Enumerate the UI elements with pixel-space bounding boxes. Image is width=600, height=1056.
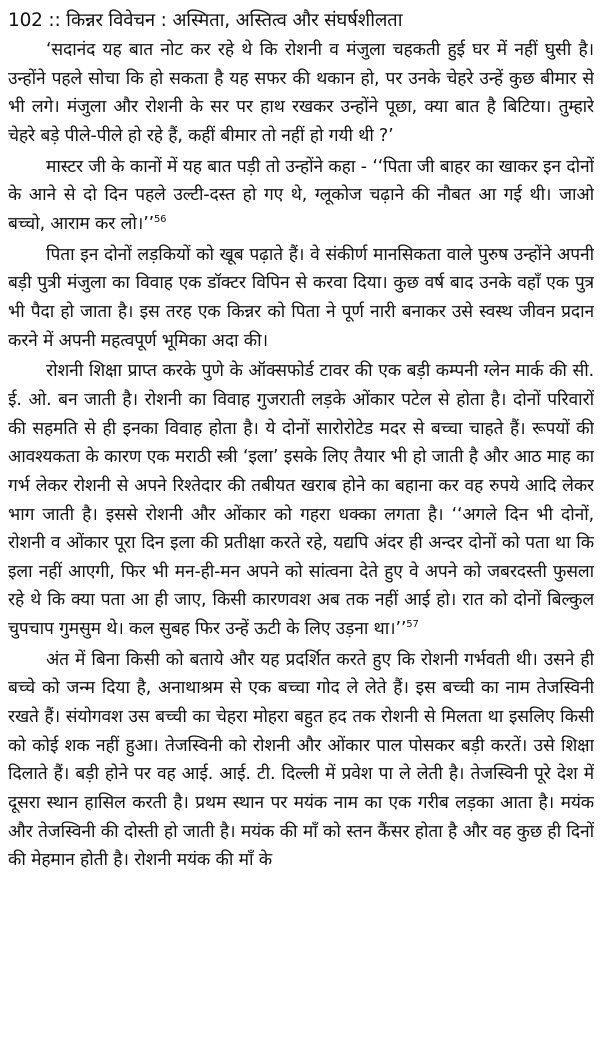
paragraph-text: रोशनी शिक्षा प्राप्त करके पुणे के ऑक्सफोर्ड टावर की एक बड़ी कम्पनी ग्लेन मार्क की सी. ई. ओ. बन जाती है। रोशनी का विवाह गुजराती लड़के ओंकार पटेल से होता है। दोनों परिवारों की सहमति से ही इनका विवाह होता है। ये दोनों सारोरोटेड मदर से बच्चा चाहते हैं। रूपयों की आवश्यकता के कारण एक मराठी स्त्री ‘इला’ इसके लिए तैयार भी हो जाती है और आठ माह का गर्भ लेकर रोशनी से अपने रिश्तेदार की तबीयत खराब होने का बहाना कर वह रुपये आदि लेकर भाग जाती है। इससे रोशनी और ओंकार को गहरा धक्का लगता है। ‘‘अगले दिन भी दोनों, रोशनी व ओंकार पूरा दिन इला की प्रतीक्षा करते रहे, यद्यपि अंदर ही अन्दर दोनों को पता था कि इला नहीं आएगी, फिर भी मन-ही-मन अपने को सांत्वना देते हुए वे अपने को जबरदस्ती फुसला रहे थे कि क्या पता आ ही जाए, किसी कारणवश अब तक नहीं आई हो। रात को दोनों बिल्कुल चुपचाप गुमसुम थे। कल सुबह फिर उन्हें ऊटी के लिए उड़ना था।’’ (8, 361, 594, 640)
paragraph (8, 357, 594, 644)
footnote-marker: 56 (153, 214, 167, 226)
paragraph (8, 646, 594, 875)
running-header (8, 6, 594, 36)
paragraph-text: ‘सदानंद यह बात नोट कर रहे थे कि रोशनी व मंजुला चहकती हुई घर में नहीं घुसी है। उन्होंने पहले सोचा कि हो सकता है यह सफर की थकान हो, पर उनके चेहरे उन्हें कुछ बीमार से भी लगे। मंजुला और रोशनी के सर पर हाथ रखकर उन्होंने पूछा, क्या बात है बिटिया। तुम्हारे चेहरे बड़े पीले-पीले हो रहे हैं, कहीं बीमार तो नहीं हो गयी थी ?’ (8, 40, 594, 146)
header-separator: :: (48, 10, 61, 31)
body-text (8, 36, 594, 875)
page-number: 102 (8, 10, 43, 31)
paragraph-text: पिता इन दोनों लड़कियों को खूब पढ़ाते हैं। वे संकीर्ण मानसिकता वाले पुरुष उन्होंने अपनी बड़ी पुत्री मंजुला का विवाह एक डॉक्टर विपिन से करवा दिया। कुछ वर्ष बाद उनके वहाँ एक पुत्र भी पैदा हो जाता है। इस तरह एक किन्नर को पिता ने पूर्ण नारी बनाकर उसे स्वस्थ जीवन प्रदान करने में अपनी महत्वपूर्ण भूमिका अदा की। (8, 244, 594, 351)
paragraph (8, 241, 594, 356)
paragraph (8, 36, 594, 151)
paragraph-text: अंत में बिना किसी को बताये और यह प्रदर्शित करते हुए कि रोशनी गर्भवती थी। उसने ही बच्चे को जन्म दिया है, अनाथाश्रम से एक बच्चा गोद ले लेते हैं। इस बच्ची का नाम तेजस्विनी रखते हैं। संयोगवश उस बच्ची का चेहरा मोहरा बहुत हद तक रोशनी से मिलता था इसलिए किसी को कोई शक नहीं हुआ। तेजस्विनी को रोशनी और ओंकार पाल पोसकर बड़ी करतें। उसे शिक्षा दिलाते हैं। बड़ी होने पर वह आई. आई. टी. दिल्ली में प्रवेश पा ले लेती है। तेजस्विनी पूरे देश में दूसरा स्थान हासिल करती है। प्रथम स्थान पर मयंक नाम का एक गरीब लड़का आता है। मयंक और तेजस्विनी की दोस्ती हो जाती है। मयंक की माँ को स्तन कैंसर होता है और वह कुछ ही दिनों की मेहमान होती है। रोशनी मयंक की माँ के (8, 649, 594, 871)
book-page (8, 6, 594, 1052)
paragraph-text: मास्टर जी के कानों में यह बात पड़ी तो उन्होंने कहा - ‘‘पिता जी बाहर का खाकर इन दोनों के आने से दो दिन पहले उल्टी-दस्त हो गए थे, ग्लूकोज चढ़ाने की नौबत आ गई थी। जाओ बच्चो, आराम कर लो।’’ (8, 156, 594, 234)
paragraph (8, 153, 594, 239)
book-title: किन्नर विवेचन : अस्मिता, अस्तित्व और संघर्षशीलता (66, 10, 403, 31)
footnote-marker: 57 (406, 619, 419, 631)
